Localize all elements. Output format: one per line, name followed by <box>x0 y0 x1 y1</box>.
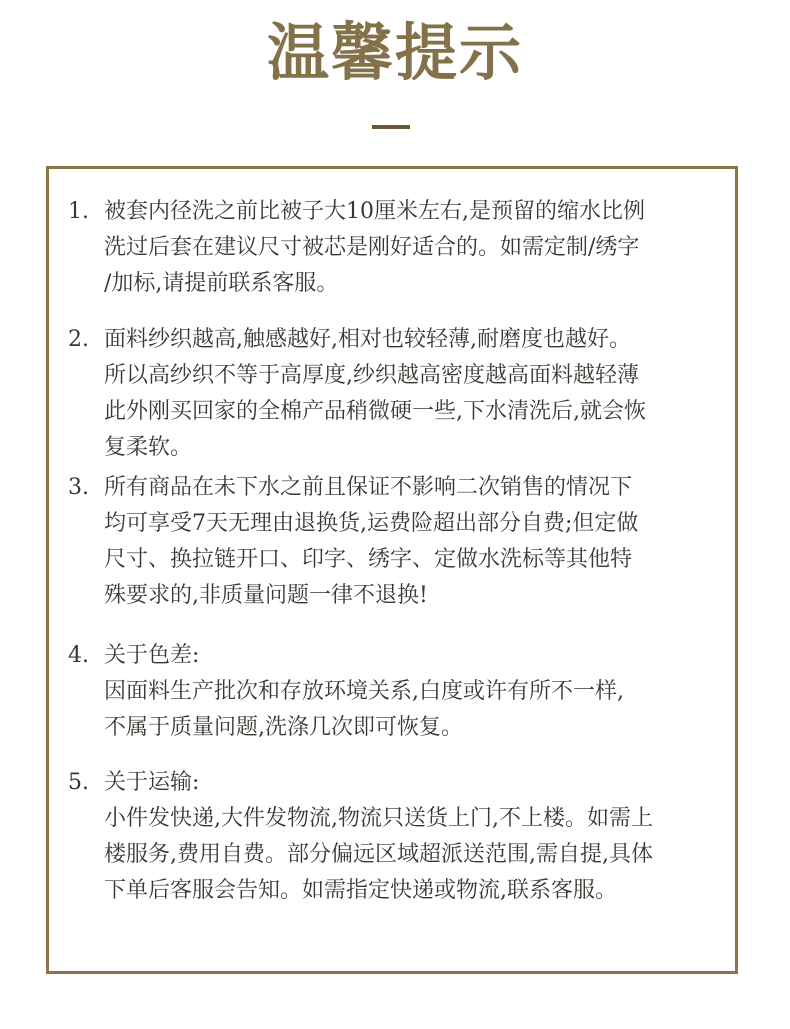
item-text-line: 所有商品在未下水之前且保证不影响二次销售的情况下 <box>104 475 633 500</box>
item-text-line: /加标,请提前联系客服。 <box>104 271 339 296</box>
item-number: 3. <box>68 475 89 500</box>
item-text-line: 洗过后套在建议尺寸被芯是刚好适合的。如需定制/绣字 <box>104 235 640 260</box>
item-text-line: 面料纱织越高,触感越好,相对也较轻薄,耐磨度也越好。 <box>104 327 631 352</box>
item-text-line: 均可享受7天无理由退换货,运费险超出部分自费;但定做 <box>104 511 639 536</box>
item-number: 1. <box>68 199 89 224</box>
item-text-line: 尺寸、换拉链开口、印字、绣字、定做水洗标等其他特 <box>104 547 633 572</box>
item-text-line: 下单后客服会告知。如需指定快递或物流,联系客服。 <box>104 878 617 903</box>
item-text-line: 楼服务,费用自费。部分偏远区域超派送范围,需自提,具体 <box>104 842 653 867</box>
item-text-line: 关于色差: <box>104 643 200 668</box>
page-title: 温馨提示 <box>266 16 523 89</box>
item-text-line: 不属于质量问题,洗涤几次即可恢复。 <box>104 715 463 740</box>
item-text-line: 小件发快递,大件发物流,物流只送货上门,不上楼。如需上 <box>104 806 653 831</box>
item-text-line: 此外刚买回家的全棉产品稍微硬一些,下水清洗后,就会恢 <box>104 399 646 424</box>
item-text-line: 因面料生产批次和存放环境关系,白度或许有所不一样, <box>104 679 624 704</box>
item-number: 4. <box>68 643 89 668</box>
item-text-line: 所以高纱织不等于高厚度,纱织越高密度越高面料越轻薄 <box>104 363 639 388</box>
title-divider <box>372 125 410 129</box>
item-number: 2. <box>68 327 89 352</box>
item-number: 5. <box>68 770 89 795</box>
item-text-line: 关于运输: <box>104 770 200 795</box>
item-text-line: 殊要求的,非质量问题一律不退换! <box>104 583 428 608</box>
item-text-line: 复柔软。 <box>104 435 193 460</box>
item-text-line: 被套内径洗之前比被子大10厘米左右,是预留的缩水比例 <box>104 199 645 224</box>
